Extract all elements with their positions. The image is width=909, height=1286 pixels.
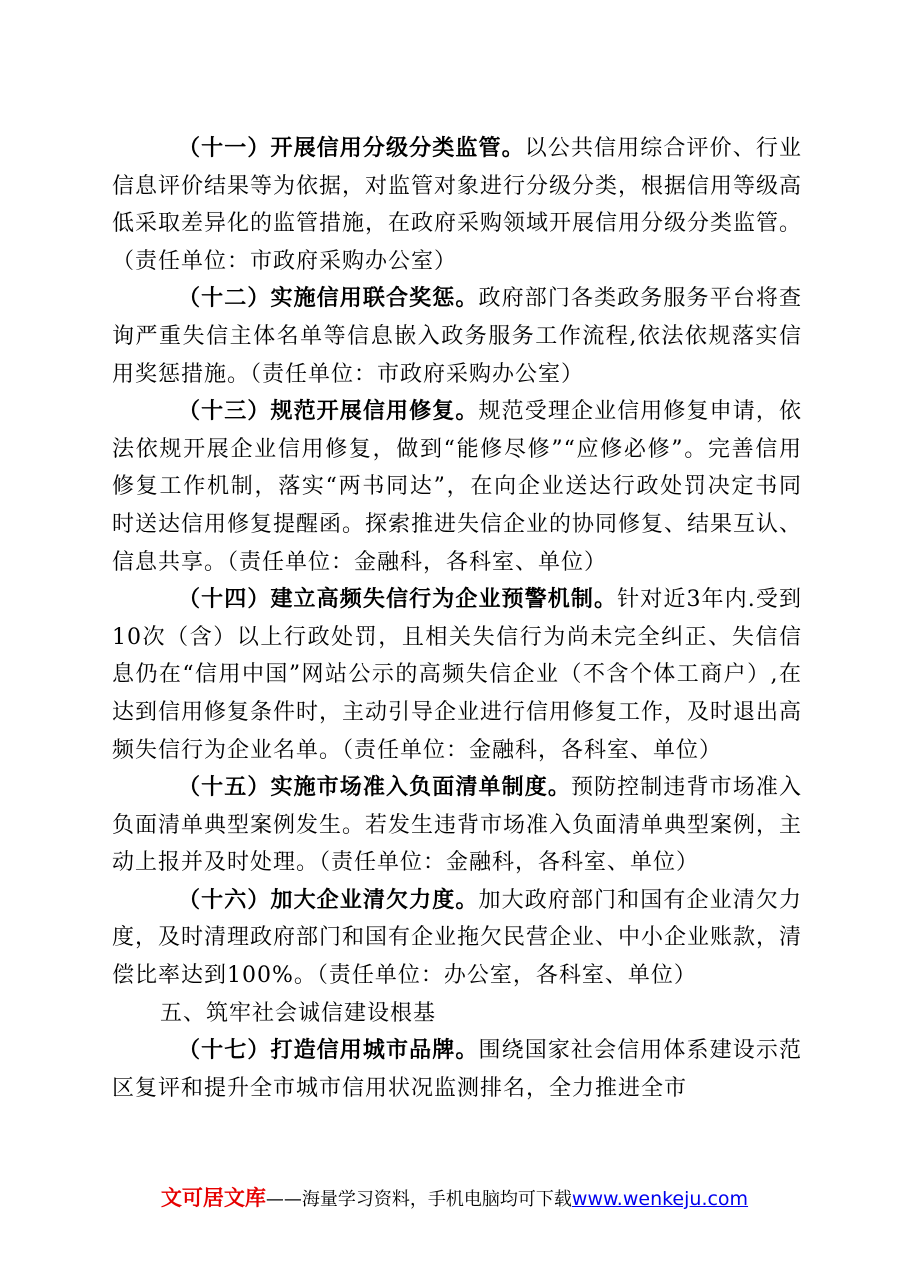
brand-name: 文可居文库 [160, 1186, 266, 1210]
paragraph-lead: （十三）规范开展信用修复。 [178, 398, 479, 425]
paragraph-16 [112, 882, 802, 995]
paragraph-text: 政府部门各类政务服务平台将查询严重失信主体名单等信息嵌入政务服务工作流程,依法依规落实信用奖惩措施。（责任单位：市政府采购办公室） [112, 286, 802, 387]
footer-tagline: ——海量学习资料，手机电脑均可下载 [265, 1189, 572, 1210]
paragraph-lead: （十五）实施市场准入负面清单制度。 [178, 774, 571, 801]
footer-banner [0, 1182, 909, 1212]
paragraph-text: 以公共信用综合评价、行业信息评价结果等为依据，对监管对象进行分级分类，根据信用等级高低采取差异化的监管措施，在政府采购领域开展信用分级分类监管。（责任单位：市政府采购办公室） [112, 136, 803, 274]
paragraph-lead: （十二）实施信用联合奖惩。 [178, 285, 479, 312]
paragraph-14 [112, 581, 802, 769]
section-heading: 五、筑牢社会诚信建设根基 [160, 1000, 437, 1026]
paragraph-12 [112, 280, 802, 393]
paragraph-13 [112, 393, 802, 581]
paragraph-text: 预防控制违背市场准入负面清单典型案例发生。若发生违背市场准入负面清单典型案例，主动上报并及时处理。（责任单位：金融科，各科室、单位） [112, 775, 803, 876]
paragraph-lead: （十四）建立高频失信行为企业预警机制。 [178, 586, 618, 613]
website-link[interactable]: www.wenkeju.com [571, 1188, 749, 1210]
paragraph-11 [112, 130, 802, 280]
paragraph-text: 围绕国家社会信用体系建设示范区复评和提升全市城市信用状况监测排名，全力推进全市 [112, 1038, 802, 1101]
paragraph-text: 规范受理企业信用修复申请，依法依规开展企业信用修复，做到“能修尽修”“应修必修”。完善信用修复工作机制，落实“两书同达”，在向企业送达行政处罚决定书同时送达信用修复提醒函。探索推进失信企业的协同修复、结果互认、信息共享。（责任单位：金融科，各科室、单位） [112, 399, 803, 575]
paragraph-text: 加大政府部门和国有企业清欠力度，及时清理政府部门和国有企业拖欠民营企业、中小企业账款，清偿比率达到100%。（责任单位：办公室，各科室、单位） [112, 887, 803, 989]
paragraph-lead: （十七）打造信用城市品牌。 [178, 1037, 479, 1064]
paragraph-lead: （十六）加大企业清欠力度。 [178, 886, 479, 913]
paragraph-15 [112, 769, 802, 882]
document-body [112, 130, 802, 1107]
paragraph-lead: （十一）开展信用分级分类监管。 [178, 135, 525, 161]
paragraph-17 [112, 1032, 802, 1107]
paragraph-text: 针对近3年内.受到10次（含）以上行政处罚，且相关失信行为尚未完全纠正、失信信息仍在“信用中国”网站公示的高频失信企业（不含个体工商户）,在达到信用修复条件时，主动引导企业进行信用修复工作，及时退出高频失信行为企业名单。（责任单位：金融科，各科室、单位） [112, 587, 803, 763]
